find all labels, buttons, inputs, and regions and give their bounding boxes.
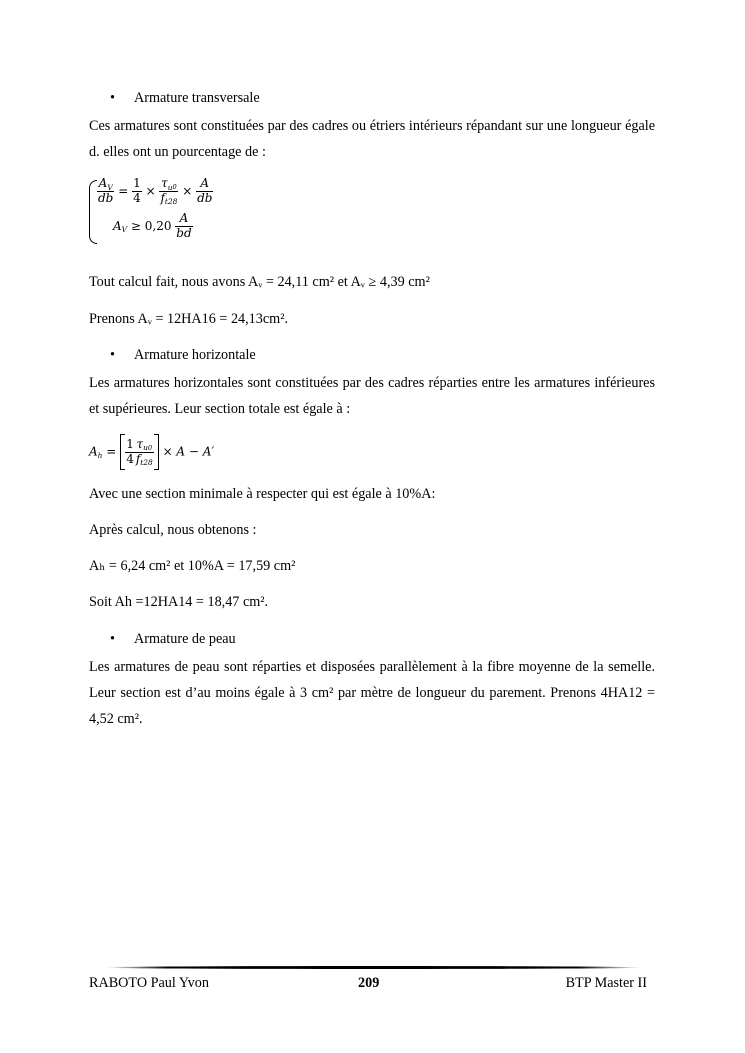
formula-av-ratio: $\frac{A_V}{db}$ = $\frac{1}{4}$ × $\frac{\tau_u0}{f_{t28}}$ × $\frac{A}{db}$: [98, 176, 213, 207]
bullet-glyph: •: [110, 631, 115, 647]
formula-ah: $A_h$ = $\frac{1}{4}$ $\frac{\tau_u0}{f_{t28}}$ × A − A′: [89, 434, 214, 470]
bullet-item-horizontale: [110, 347, 256, 364]
bullet-glyph: •: [110, 90, 115, 106]
bullet-item-peau: [110, 631, 236, 648]
choice-horizontale: Soit Ah =12HA14 = 18,47 cm².: [89, 594, 269, 610]
footer-author: RABOTO Paul Yvon: [89, 975, 209, 991]
paragraph-transversale: Ces armatures sont constituées par des cadres ou étriers intérieurs répandant sur une longueur égale d. elles ont un pourcentage de :: [89, 118, 655, 160]
footer-rule: [104, 966, 642, 969]
bullet-label: Armature transversale: [134, 90, 260, 106]
bullet-label: Armature horizontale: [134, 347, 256, 363]
result-transversale: Tout calcul fait, nous avons Aᵥ = 24,11 cm² et Aᵥ ≥ 4,39 cm²: [89, 274, 430, 290]
right-bracket: [154, 434, 159, 470]
bullet-label: Armature de peau: [134, 631, 236, 647]
calc-note: Après calcul, nous obtenons :: [89, 522, 257, 538]
minimum-note: Avec une section minimale à respecter qui est égale à 10%A:: [89, 486, 436, 502]
result-horizontale: Aₕ = 6,24 cm² et 10%A = 17,59 cm²: [89, 558, 296, 574]
bullet-glyph: •: [110, 347, 115, 363]
paragraph-horizontale: Les armatures horizontales sont constituées par des cadres réparties entre les armatures inférieures et supérieures. Leur section totale est égale à :: [89, 375, 655, 417]
page-number: 209: [358, 975, 380, 991]
choice-transversale: Prenons Aᵥ = 12HA16 = 24,13cm².: [89, 311, 289, 327]
system-brace: [89, 180, 97, 244]
paragraph-peau: Les armatures de peau sont réparties et disposées parallèlement à la fibre moyenne de la semelle. Leur section est d’au moins égale à 3 cm² par mètre de longueur du parement. Prenons 4HA12 = 4,52 cm².: [89, 659, 655, 727]
formula-av-minimum: $A_V \ge 0,20$ $\frac{A}{bd}$: [113, 211, 192, 240]
footer-course: BTP Master II: [565, 975, 647, 991]
bullet-item-transversale: [110, 90, 260, 107]
